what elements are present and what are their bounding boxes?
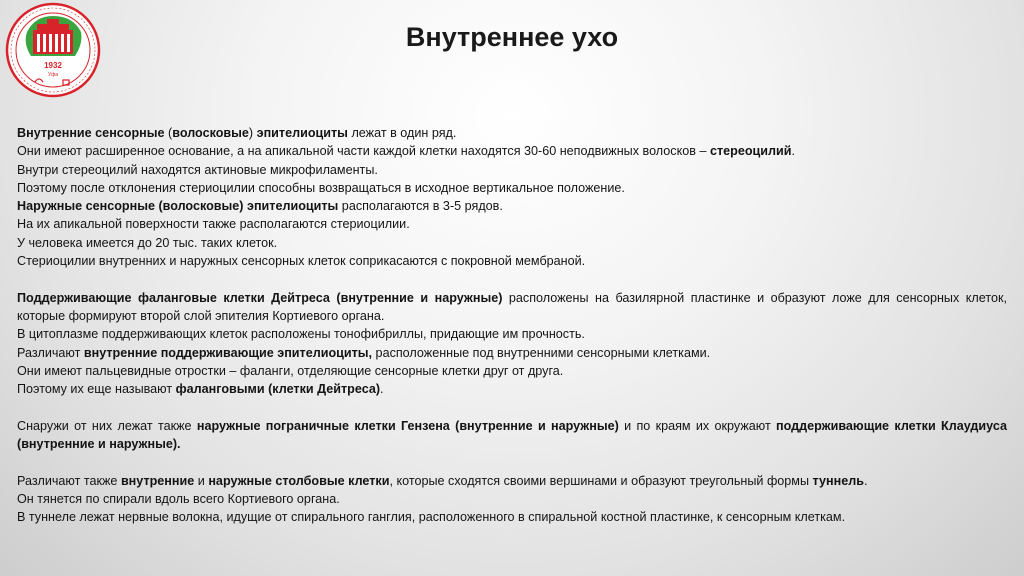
bold-term: волосковые — [172, 126, 249, 140]
bold-term: эпителиоциты — [256, 126, 348, 140]
body-paragraph — [17, 508, 1007, 526]
body-paragraph — [17, 161, 1007, 179]
body-paragraph — [17, 179, 1007, 197]
text-run: . — [863, 473, 868, 488]
text-run: В туннеле лежат нервные волокна, идущие от спирального ганглия, расположенного в спиральной костной пластинке, к сенсорным клеткам. — [17, 510, 846, 525]
text-run: ( — [164, 126, 173, 140]
text-run: Они имеют пальцевидные отростки – фаланги, отделяющие сенсорные клетки друг от друга. — [17, 363, 564, 378]
text-run: , которые сходятся своими вершинами и образуют треугольный формы — [389, 473, 813, 488]
paragraph-gap — [17, 270, 1007, 288]
slide-body-text — [17, 124, 1007, 527]
bold-term: наружные пограничные клетки Гензена (внутренние и наружные) — [196, 418, 619, 433]
text-run: Поэтому после отклонения стериоцилии способны возвращаться в исходное вертикальное положение. — [17, 180, 625, 195]
slide-title: Внутреннее ухо — [405, 22, 619, 52]
body-paragraph — [17, 380, 1007, 398]
body-paragraph — [17, 472, 1007, 490]
text-run: Поэтому их еще называют — [17, 382, 176, 397]
body-paragraph — [17, 252, 1007, 270]
text-run: ) — [248, 126, 257, 140]
text-run: Стериоцилии внутренних и наружных сенсорных клеток соприкасаются с покровной мембраной. — [17, 254, 586, 269]
body-paragraph — [17, 234, 1007, 252]
bold-term: наружные столбовые клетки — [208, 473, 390, 488]
bold-term: внутренние поддерживающие эпителиоциты, — [83, 345, 373, 360]
body-paragraph — [17, 197, 1007, 215]
body-paragraph — [17, 362, 1007, 380]
text-run: У человека имеется до 20 тыс. таких клеток. — [17, 235, 278, 250]
svg-text:Уфа: Уфа — [47, 72, 59, 78]
body-paragraph — [17, 490, 1007, 508]
body-paragraph — [17, 142, 1007, 160]
body-paragraph — [17, 344, 1007, 362]
text-run: . — [791, 144, 795, 159]
bold-term: Внутренние сенсорные — [17, 126, 165, 140]
bold-term: стереоцилий — [709, 144, 792, 159]
bold-term: фаланговыми (клетки Дейтреса) — [175, 382, 381, 397]
bold-term: внутренние — [120, 473, 195, 488]
text-run: располагаются в 3-5 рядов. — [338, 199, 503, 214]
body-paragraph — [17, 124, 1007, 142]
text-run: Внутри стереоцилий находятся актиновые микрофиламенты. — [17, 162, 378, 177]
bold-term: Наружные сенсорные (волосковые) эпителиоциты — [17, 199, 339, 214]
body-paragraph — [17, 417, 1007, 454]
body-paragraph — [17, 215, 1007, 233]
text-run: Снаружи от них лежат также — [17, 418, 197, 433]
text-run: расположены на базилярной пластинке и образуют ложе для сенсорных клеток, которые формируют второй слой эпителия Кортиевого органа. — [17, 290, 1007, 323]
text-run: Он тянется по спирали вдоль всего Кортиевого органа. — [17, 491, 340, 506]
svg-text:1932: 1932 — [44, 61, 62, 70]
text-run: и по краям их окружают — [618, 418, 777, 433]
paragraph-gap — [17, 398, 1007, 416]
text-run: В цитоплазме поддерживающих клеток расположены тонофибриллы, придающие им прочность. — [17, 327, 585, 342]
body-paragraph — [17, 289, 1007, 326]
text-run: Они имеют расширенное основание, а на апикальной части каждой клетки находятся 30-60 неподвижных волосков – — [17, 144, 710, 159]
bold-term: туннель — [812, 473, 864, 488]
text-run: . — [380, 382, 384, 397]
text-run: расположенные под внутренними сенсорными клетками. — [372, 345, 711, 360]
text-run: и — [194, 473, 209, 488]
paragraph-gap — [17, 453, 1007, 471]
bold-term: Поддерживающие фаланговые клетки Дейтреса (внутренние и наружные) — [17, 290, 503, 305]
text-run: лежат в один ряд. — [347, 126, 457, 140]
body-paragraph — [17, 325, 1007, 343]
bold-term: поддерживающие клетки Клаудиуса (внутренние и наружные). — [17, 418, 1007, 452]
text-run: Различают — [17, 345, 84, 360]
text-run: Различают также — [17, 473, 121, 488]
text-run: На их апикальной поверхности также располагаются стериоцилии. — [17, 217, 410, 232]
